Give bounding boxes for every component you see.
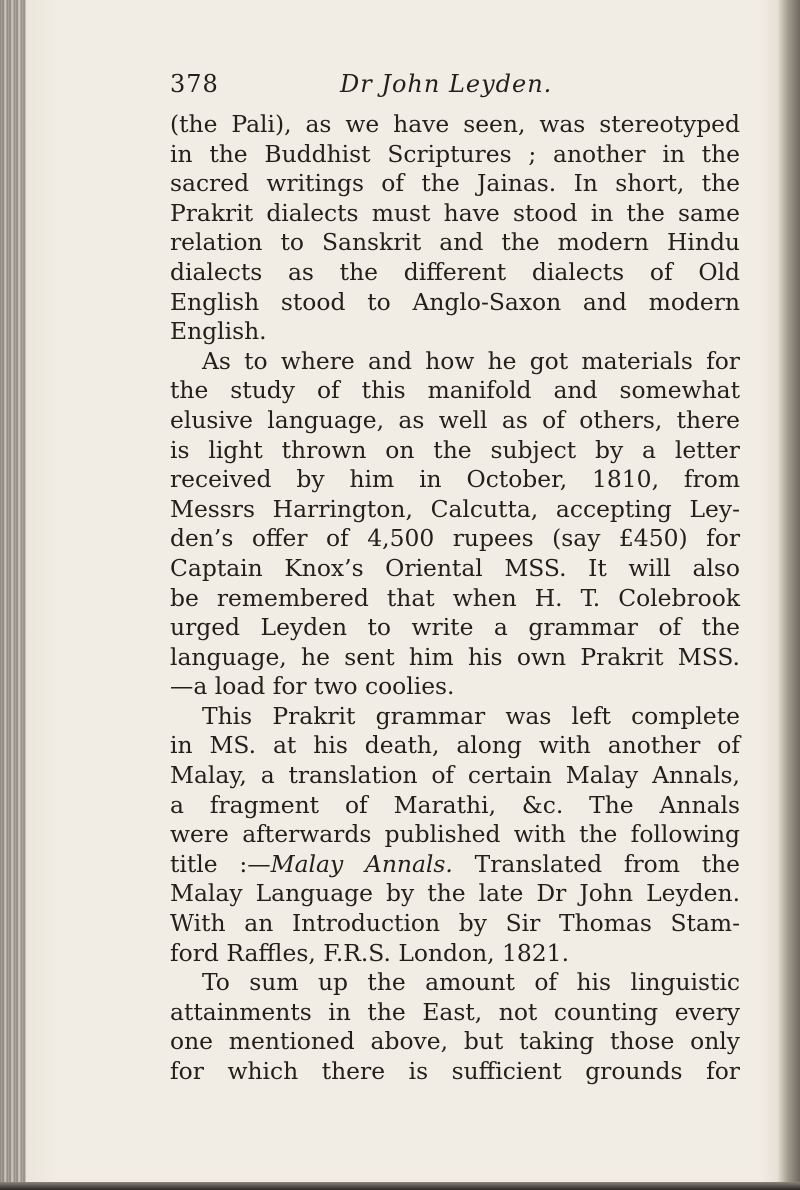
text-line: —a load for two coolies. xyxy=(170,672,455,701)
running-title: Dr John Leyden. xyxy=(340,70,553,98)
book-title-italic: Malay Annals. xyxy=(270,849,453,878)
text-line: received by him in October, 1810, from xyxy=(170,465,740,494)
text-line: English stood to Anglo-Saxon and modern xyxy=(170,287,740,316)
text-line: relation to Sanskrit and the modern Hindu xyxy=(170,228,740,257)
text-line: urged Leyden to write a grammar of the xyxy=(170,613,740,642)
text-line: one mentioned above, but taking those only xyxy=(170,1027,740,1056)
page-bottom-edge xyxy=(0,1182,800,1190)
text-line-title xyxy=(170,850,740,880)
text-line: language, he sent him his own Prakrit MSS. xyxy=(170,642,740,671)
paragraph-start-line: As to where and how he got materials for xyxy=(202,346,740,375)
text-line: ford Raffles, F.R.S. London, 1821. xyxy=(170,938,569,967)
title-suffix: Translated from the xyxy=(452,849,741,878)
text-line: attainments in the East, not counting every xyxy=(170,997,740,1026)
text-line: Captain Knox’s Oriental MSS. It will also xyxy=(170,553,740,582)
text-line: With an Introduction by Sir Thomas Stam- xyxy=(170,909,740,938)
text-line: Prakrit dialects must have stood in the same xyxy=(170,198,740,227)
text-line: be remembered that when H. T. Colebrook xyxy=(170,583,740,612)
paragraph-start-line: This Prakrit grammar was left complete xyxy=(202,701,740,730)
text-line: the study of this manifold and somewhat xyxy=(170,376,740,405)
text-line: English. xyxy=(170,317,267,346)
paragraph-start-line: To sum up the amount of his linguistic xyxy=(202,968,740,997)
text-line: in the Buddhist Scriptures ; another in the xyxy=(170,139,740,168)
text-line: (the Pali), as we have seen, was stereotyped xyxy=(170,110,740,138)
text-line: den’s offer of 4,500 rupees (say £450) for xyxy=(170,524,740,553)
text-line: is light thrown on the subject by a letter xyxy=(170,435,740,464)
page-number: 378 xyxy=(170,70,219,98)
text-line: sacred writings of the Jainas. In short, the xyxy=(170,169,740,198)
text-line: Malay, a translation of certain Malay Annals, xyxy=(170,761,740,790)
running-head xyxy=(170,68,770,100)
text-line: elusive language, as well as of others, there xyxy=(170,405,740,434)
text-line: dialects as the different dialects of Old xyxy=(170,257,740,286)
page-edge-shadow xyxy=(778,0,800,1190)
title-prefix: title :— xyxy=(170,849,271,878)
page-gutter-shadow xyxy=(0,0,26,1190)
text-line: were afterwards published with the following xyxy=(170,820,740,849)
text-line: Messrs Harrington, Calcutta, accepting Ley- xyxy=(170,494,740,523)
text-line: for which there is sufficient grounds for xyxy=(170,1057,740,1085)
text-line: Malay Language by the late Dr John Leyden. xyxy=(170,879,740,908)
text-line: in MS. at his death, along with another of xyxy=(170,731,740,760)
text-line: a fragment of Marathi, &c. The Annals xyxy=(170,790,740,819)
body-text xyxy=(170,110,740,1087)
